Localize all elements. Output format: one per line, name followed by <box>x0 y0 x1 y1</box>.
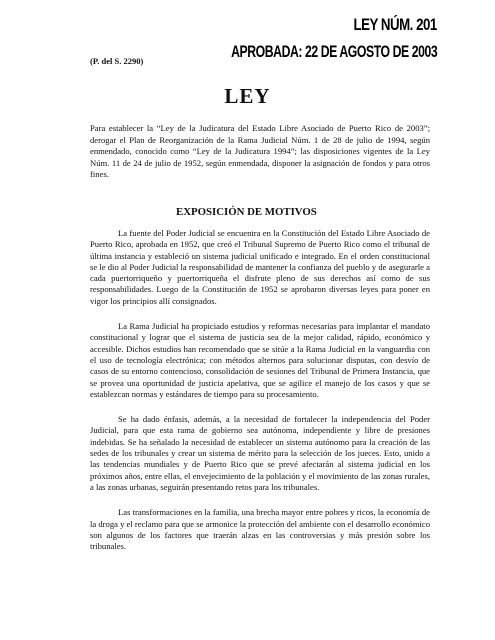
body-paragraph: Las transformaciones en la familia, una brecha mayor entre pobres y ricos, la economía de la droga y el reclamo para que se armonice la protección del ambiente con el desarrollo económico son algunos de los factores que traerán alzas en las controversias y más presión sobre los tribunales. <box>90 507 430 552</box>
law-number-stamp: LEY NÚM. 201 <box>353 15 437 34</box>
body-paragraph: La Rama Judicial ha propiciado estudios y reformas necesarias para implantar el mandato constitucional y lograr que el sistema de justicia sea de la mejor calidad, rápido, económico y accesible. Dichos estudios han recomendado que se sitúe a la Rama Judicial en la vanguardia con el uso de tecnología electrónica; con métodos alternos para solucionar disputas, con desvío de casos de su entorno contencioso, consolidación de sesiones del Tribunal de Primera Instancia, que se provea una oportunidad de justicia apelativa, que se agilice el manejo de los casos y que se establezcan normas y estándares de tiempo para su procesamiento. <box>90 321 430 399</box>
section-heading: EXPOSICIÓN DE MOTIVOS <box>176 206 317 218</box>
bill-reference: (P. del S. 2290) <box>90 56 144 66</box>
intro-paragraph: Para establecer la “Ley de la Judicatura del Estado Libre Asociado de Puerto Rico de 2003”; derogar el Plan de Reorganización de la Rama Judicial Núm. 1 de 28 de julio de 1994, según enmendado, conocido como “Ley de la Judicatura 1994”; las disposiciones vigentes de la Ley Núm. 11 de 24 de julio de 1952, según enmendada, disponer la asignación de fondos y para otros fines. <box>90 123 430 180</box>
approval-date-stamp: APROBADA: 22 DE AGOSTO DE 2003 <box>230 42 437 61</box>
body-paragraph: Se ha dado énfasis, además, a la necesidad de fortalecer la independencia del Poder Judicial, para que esta rama de gobierno sea autónoma, independiente y libre de presiones indebidas. Se ha señalado la necesidad de establecer un sistema autónomo para la creación de las sedes de los tribunales y crear un sistema de mérito para la selección de los jueces. Esto, unido a las tendencias mundiales y de Puerto Rico que se prevé afectarán al sistema judicial en los próximos años, entre ellas, el envejecimiento de la población y el movimiento de las zonas rurales, a las zonas urbanas, seguirán presentando retos para los tribunales. <box>90 414 430 492</box>
body-paragraph: La fuente del Poder Judicial se encuentra en la Constitución del Estado Libre Asociado de Puerto Rico, aprobada en 1952, que creó el Tribunal Supremo de Puerto Rico como el tribunal de última instancia y estableció un sistema judicial unificado e integrado. En el orden constitucional se le dio al Poder Judicial la responsabilidad de mantener la confianza del pueblo y de asegurarle a cada puertorriqueño y puertorriqueña el disfrute pleno de sus derechos así como de sus responsabilidades. Luego de la Constitución de 1952 se aprobaron diversas leyes para poner en vigor los principios allí consignados. <box>90 228 430 306</box>
page-title: LEY <box>224 84 271 108</box>
motives-body <box>90 228 430 566</box>
